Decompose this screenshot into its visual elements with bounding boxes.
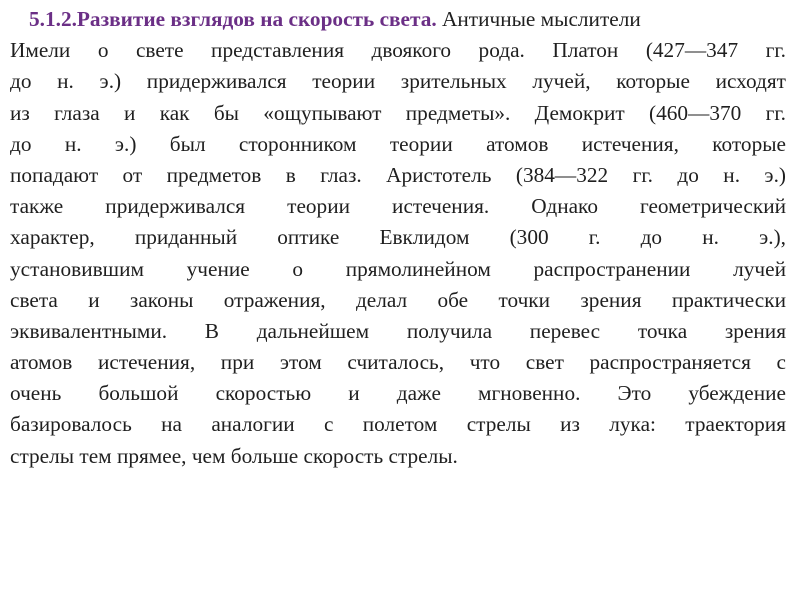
text-line: до н. э.) был сторонником теории атомов истечения, которые [10, 131, 786, 156]
text-line: Имели о свете представления двоякого рода. Платон (427—347 гг. [10, 38, 786, 63]
text-line: света и законы отражения, делал обе точки зрения практически [10, 287, 786, 312]
text-line: установившим учение о прямолинейном распространении лучей [10, 256, 786, 281]
text-line: стрелы тем прямее, чем больше скорость стрелы. [10, 443, 458, 468]
text-line: до н. э.) придерживался теории зрительных лучей, которые исходят [10, 69, 786, 94]
text-line: атомов истечения, при этом считалось, что свет распространяется с [10, 350, 786, 375]
slide [10, 4, 786, 596]
text-line: также придерживался теории истечения. Однако геометрический [10, 194, 786, 219]
text-line: характер, приданный оптике Евклидом (300 г. до н. э.), [10, 225, 786, 250]
body-paragraph [10, 4, 786, 472]
text-line-fragment: Античные мыслители [436, 7, 641, 31]
text-line: из глаза и как бы «ощупывают предметы». Демокрит (460—370 гг. [10, 100, 786, 125]
text-line: базировалось на аналогии с полетом стрелы из лука: траектория [10, 412, 786, 437]
text-line: попадают от предметов в глаз. Аристотель (384—322 гг. до н. э.) [10, 162, 786, 187]
text-line: очень большой скоростью и даже мгновенно. Это убеждение [10, 381, 786, 406]
text-line [10, 4, 786, 35]
section-heading: 5.1.2.Развитие взглядов на скорость света. [29, 7, 437, 31]
text-line: эквивалентными. В дальнейшем получила перевес точка зрения [10, 318, 786, 343]
